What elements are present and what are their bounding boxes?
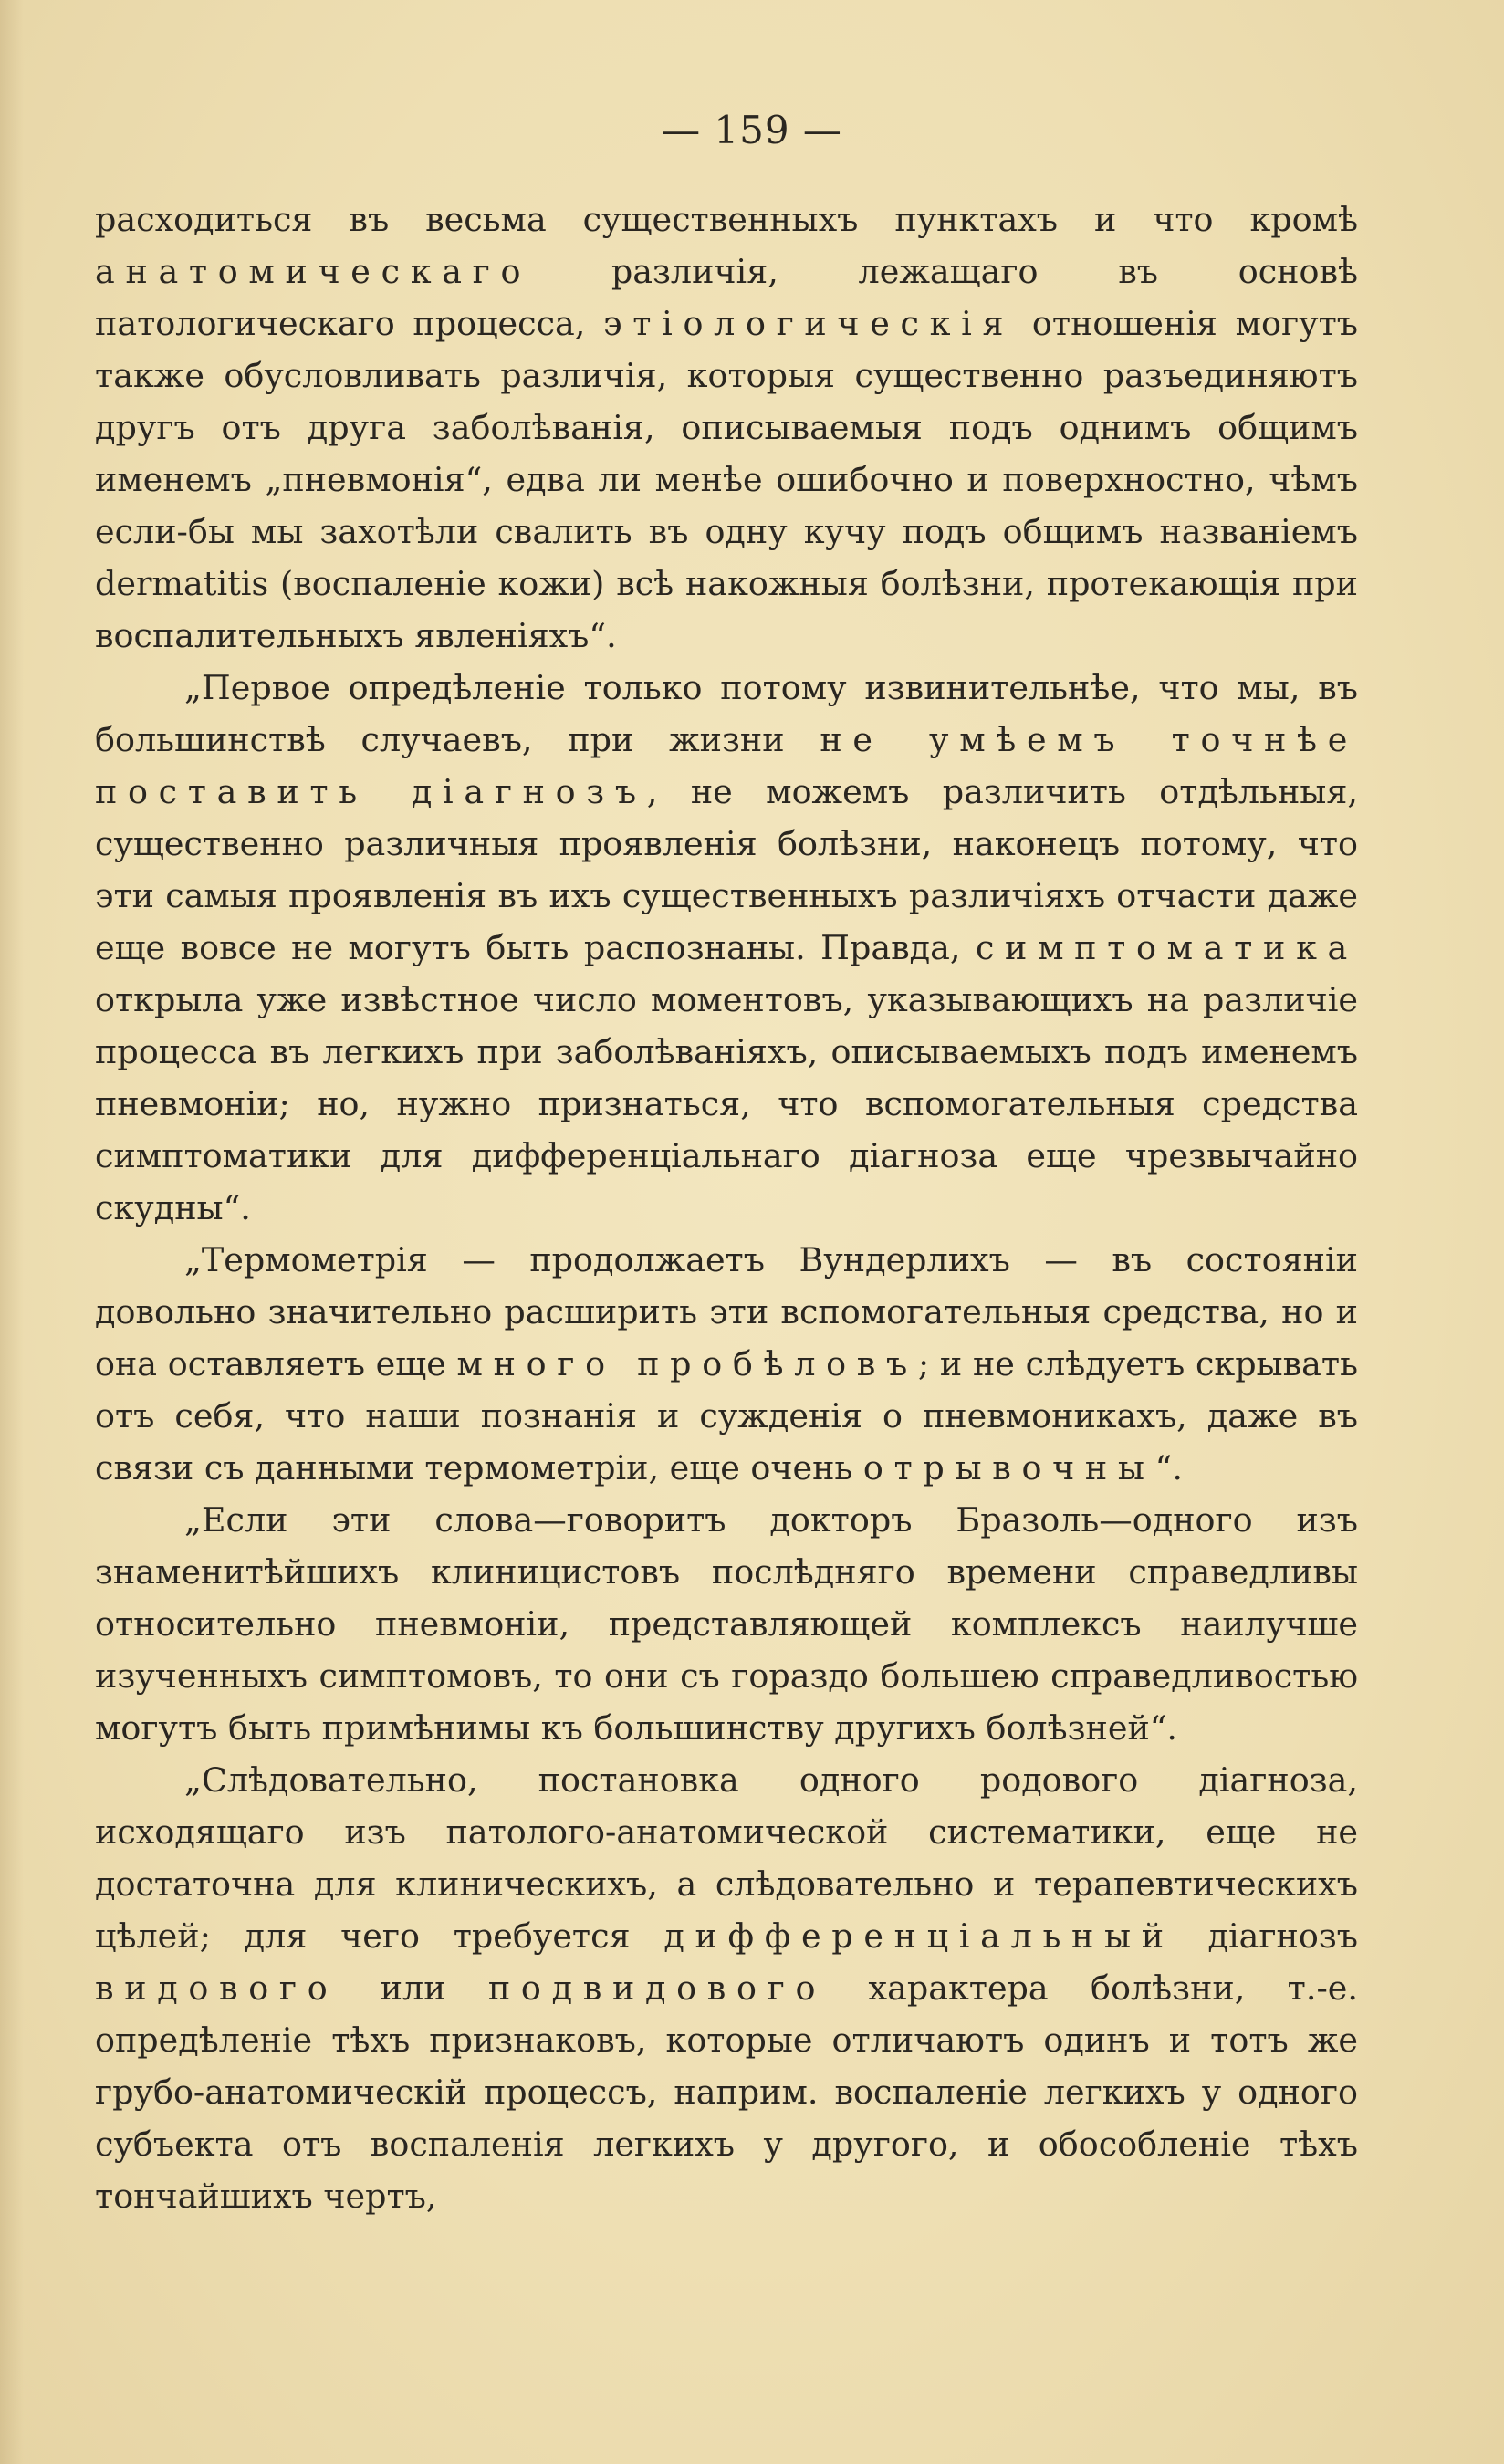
- emphasized-text: много пробѣловъ: [456, 1344, 918, 1383]
- text-run: „Термометрія — продолжаетъ Вундерлихъ — въ состояніи довольно значительно расширить эти вспомогательныя средства, но и она оставляетъ еще: [95, 1240, 1358, 1383]
- paragraph: [95, 662, 1358, 1234]
- page-text: [95, 193, 1358, 2222]
- text-run: ; и не слѣдуетъ скрывать отъ себя, что наши познанія и сужденія о пневмоникахъ, даже въ связи съ данными термометріи, еще очень: [95, 1344, 1358, 1488]
- text-run: , не можемъ различить отдѣльныя, существенно различныя проявленія болѣзни, наконецъ потому, что эти самыя проявленія въ ихъ существенныхъ различіяхъ отчасти даже еще вовсе не могутъ быть распознаны. Правда,: [95, 772, 1358, 967]
- text-run: “.: [1154, 1448, 1183, 1488]
- text-run: открыла уже извѣстное число моментовъ, указывающихъ на различіе процесса въ легкихъ при заболѣваніяхъ, описываемыхъ подъ именемъ пневмоніи; но, нужно признаться, что вспомогательныя средства симптоматики для дифференціальнаго діагноза еще чрезвычайно скудны“.: [95, 980, 1358, 1227]
- emphasized-text: отрывочны: [862, 1448, 1155, 1488]
- paragraph: [95, 193, 1358, 662]
- page-number: — 159 —: [662, 108, 842, 152]
- text-run: или: [338, 1968, 488, 2008]
- paragraph: [95, 1494, 1358, 1754]
- text-run: „Если эти слова—говоритъ докторъ Бразоль—одного изъ знаменитѣйшихъ клиницистовъ послѣдняго времени справедливы относительно пневмоніи, представляющей комплексъ наилучше изученныхъ симптомовъ, то они съ гораздо большею справедливостью могутъ быть примѣнимы къ большинству другихъ болѣзней“.: [95, 1500, 1358, 1748]
- text-run: характера болѣзни, т.-е. опредѣленіе тѣхъ признаковъ, которые отличаютъ одинъ и тотъ же грубо-анатомическій процессъ, наприм. воспаленіе легкихъ у одного субъекта отъ воспаленія легкихъ у другого, и обособленіе тѣхъ тончайшихъ чертъ,: [95, 1968, 1359, 2216]
- text-run: „Слѣдовательно, постановка одного родового діагноза, исходящаго изъ патолого-анатомической систематики, еще не достаточна для клиническихъ, а слѣдовательно и терапевтическихъ цѣлей; для чего требуется: [95, 1760, 1358, 1956]
- text-run: расходиться въ весьма существенныхъ пунктахъ и что кромѣ: [95, 200, 1358, 239]
- emphasized-text: подвидового: [487, 1968, 827, 2008]
- text-run: отношенія могутъ также обусловливать различія, которыя существенно разъединяютъ другъ отъ друга заболѣванія, описываемыя подъ однимъ общимъ именемъ „пневмонія“, едва ли менѣе ошибочно и поверхностно, чѣмъ если-бы мы захотѣли свалить въ одну кучу подъ общимъ названіемъ dermatitis (воспаленіе кожи) всѣ накожныя болѣзни, протекающія при воспалительныхъ явленіяхъ“.: [95, 304, 1358, 655]
- text-run: различія, лежащаго въ основѣ патологическаго процесса,: [95, 252, 1358, 343]
- emphasized-text: этіологическія: [603, 304, 1015, 343]
- emphasized-text: дифференціальный: [663, 1916, 1175, 1956]
- text-run: діагнозъ: [1174, 1916, 1358, 1956]
- paragraph: [95, 1754, 1358, 2222]
- paragraph: [95, 1234, 1358, 1494]
- emphasized-text: не умѣемъ точнѣе поставить діагнозъ: [95, 720, 1358, 811]
- text-run: „Первое опредѣленіе только потому извинительнѣе, что мы, въ большинствѣ случаевъ, при жизни: [95, 668, 1358, 759]
- page-edge-shadow: [0, 0, 24, 2464]
- emphasized-text: анатомическаго: [95, 252, 532, 291]
- emphasized-text: симптоматика: [975, 928, 1358, 967]
- emphasized-text: видового: [95, 1968, 339, 2008]
